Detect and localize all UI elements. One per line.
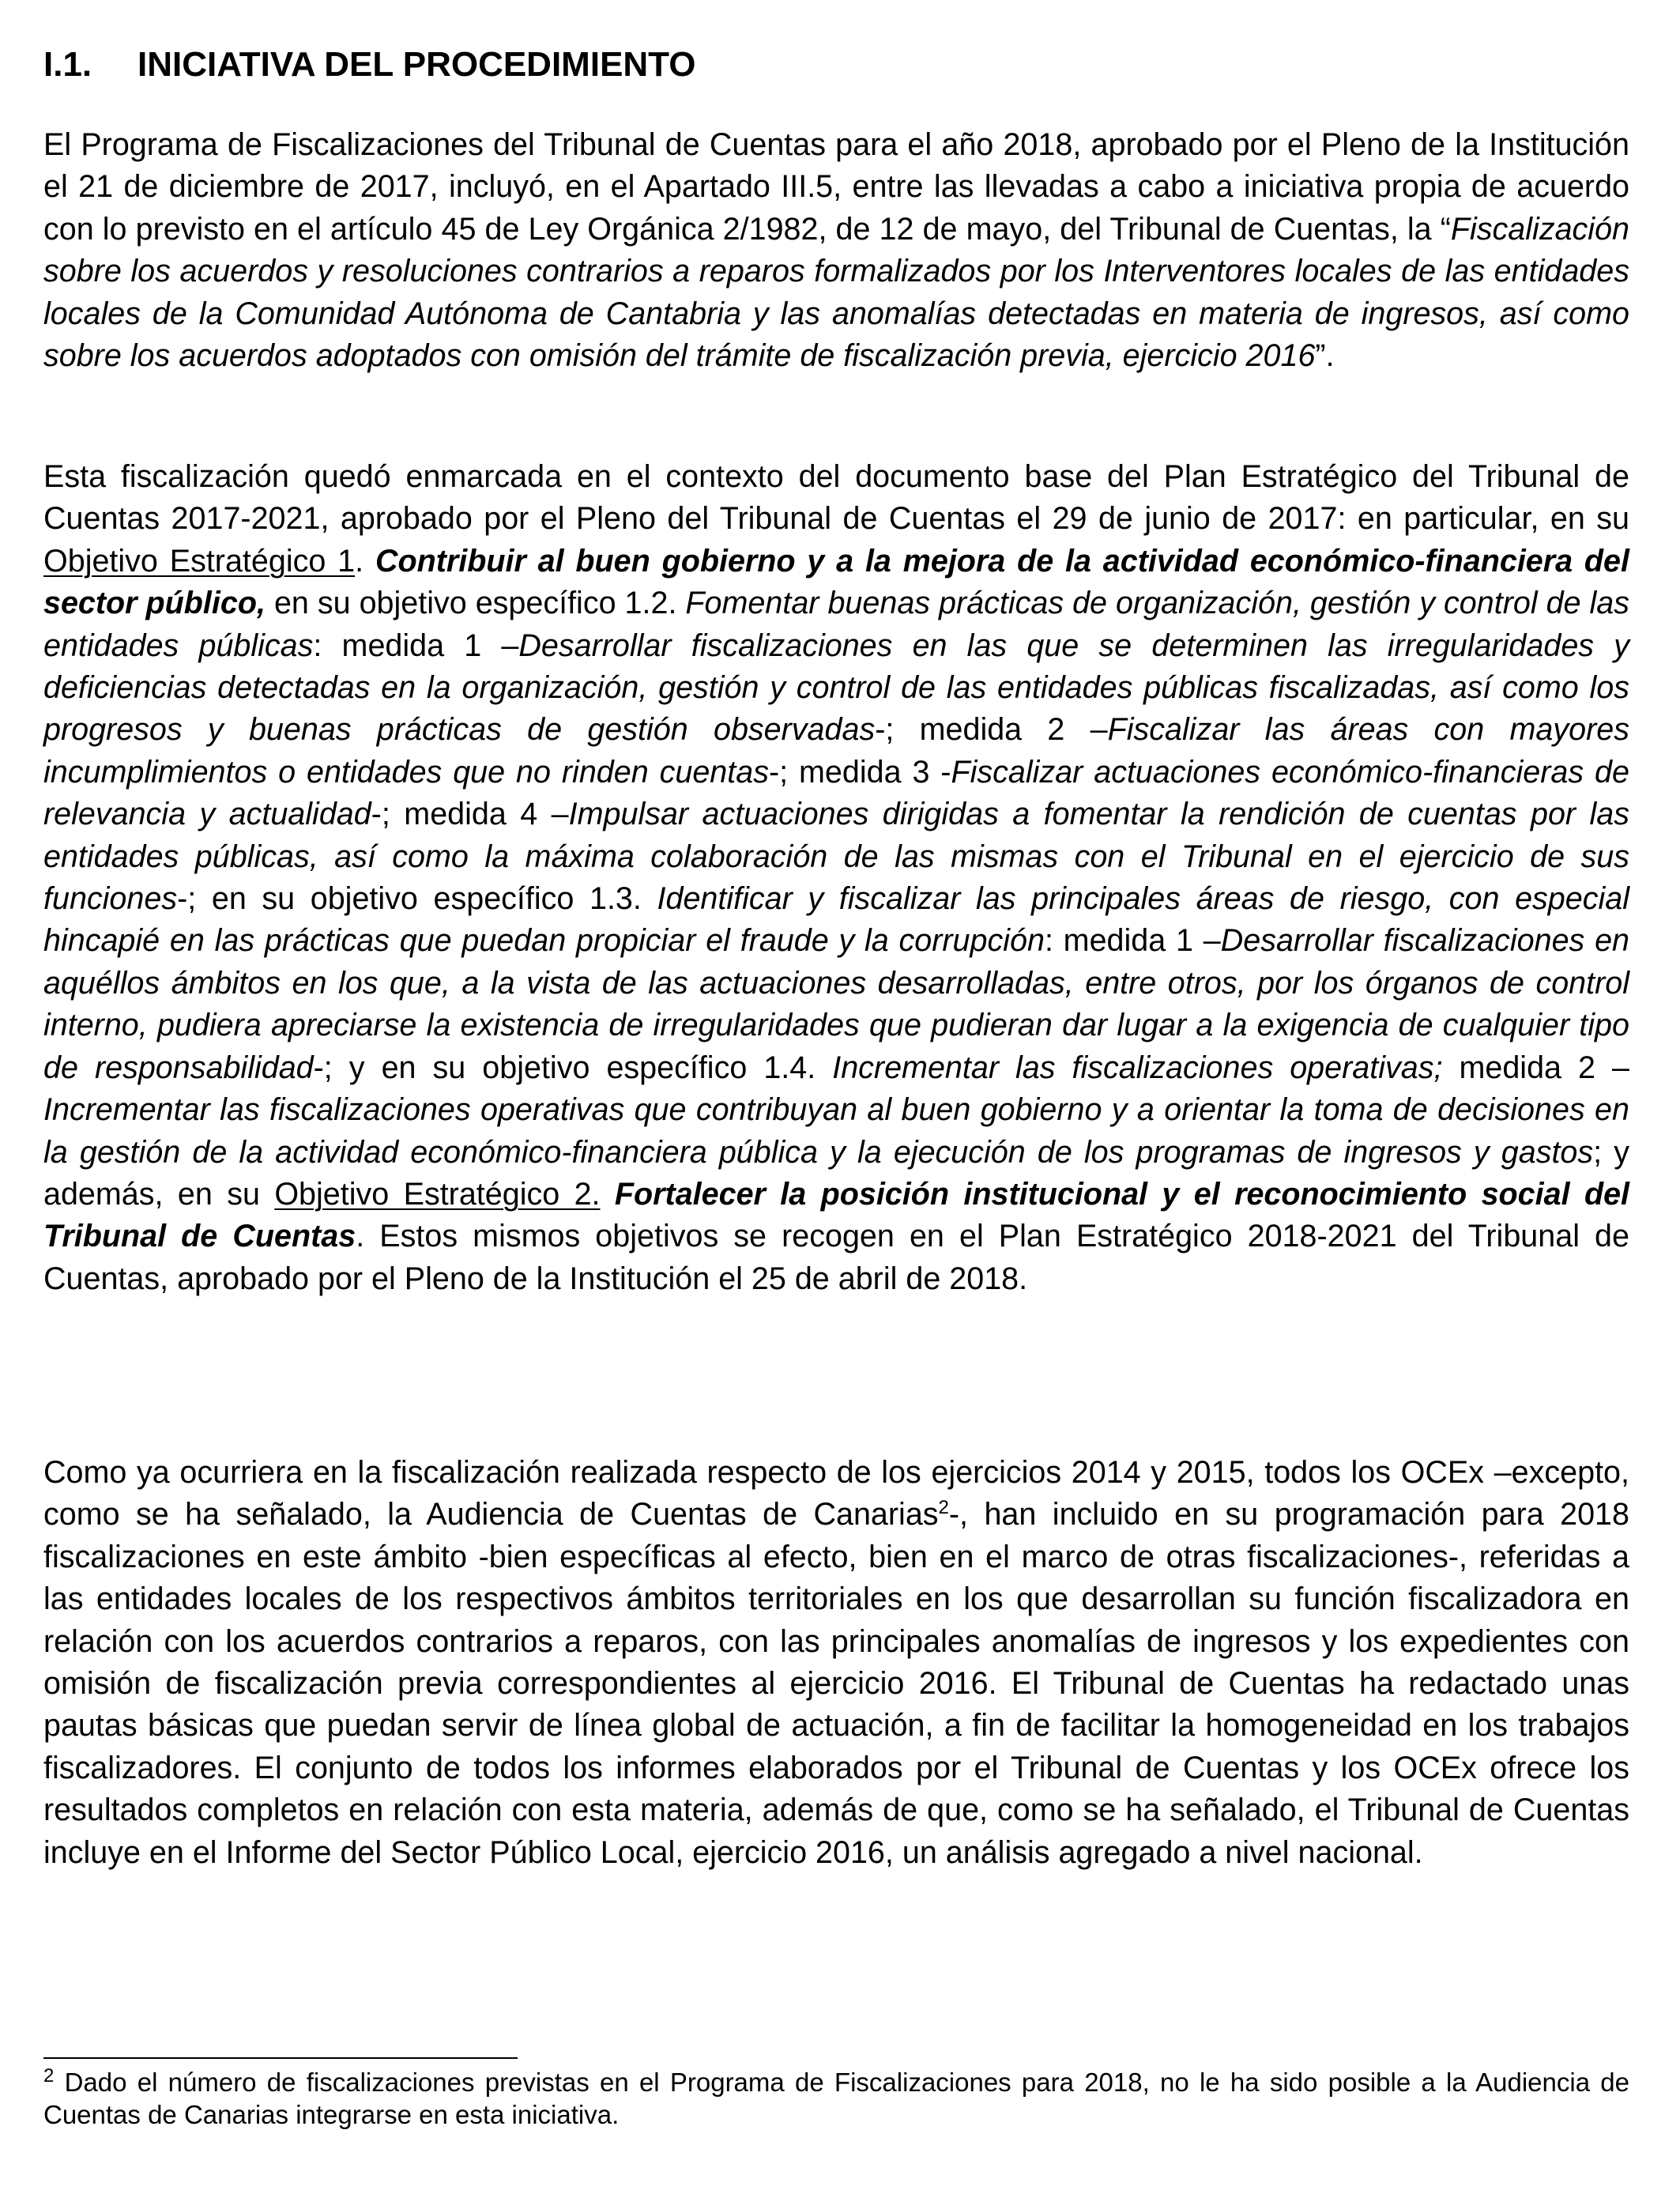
objetivo-estrategico-2: Objetivo Estratégico 2. [274,1176,601,1212]
objetivo-1-title: Contribuir al buen gobierno y a la mejora de la actividad económico-financiera del sector público, [43,543,1629,621]
objetivo-estrategico-1: Objetivo Estratégico 1 [43,543,356,579]
section-title: INICIATIVA DEL PROCEDIMIENTO [137,45,696,84]
fiscalizacion-title: Fiscalización sobre los acuerdos y resoluciones contrarios a reparos formalizados por los Interventores locales de las entidades locales de la Comunidad Autónoma de Cantabria y las anomalías detectadas en materia de ingresos, así como sobre los acuerdos adoptados con omisión del trámite de fiscalización previa, ejercicio 2016 [43,211,1629,374]
footnote-text: Dado el número de fiscalizaciones previstas en el Programa de Fiscalizaciones para 2018, no le ha sido posible a la Audiencia de Cuentas de Canarias integrarse en esta iniciativa. [43,2068,1629,2129]
paragraph-programa: El Programa de Fiscalizaciones del Tribunal de Cuentas para el año 2018, aprobado por el Pleno de la Institución el 21 de diciembre de 2017, incluyó, en el Apartado III.5, entre las llevadas a cabo a iniciativa propia de acuerdo con lo previsto en el artículo 45 de Ley Orgánica 2/1982, de 12 de mayo, del Tribunal de Cuentas, la “Fiscalización sobre los acuerdos y resoluciones contrarios a reparos formalizados por los Interventores locales de las entidades locales de la Comunidad Autónoma de Cantabria y las anomalías detectadas en materia de ingresos, así como sobre los acuerdos adoptados con omisión del trámite de fiscalización previa, ejercicio 2016”. [43,127,1629,374]
objetivo-2-title: Fortalecer la posición institucional y el reconocimiento social del Tribunal de Cuentas [43,1176,1630,1254]
footnote [43,2066,1629,2131]
paragraph-ocex: Como ya ocurriera en la fiscalización realizada respecto de los ejercicios 2014 y 2015, todos los OCEx –excepto, como se ha señalado, la Audiencia de Cuentas de Canarias$^2$-, han incluido en su programación para 2018 fiscalizaciones en este ámbito -bien específicas al efecto, bien en el marco de otras fiscalizaciones-, referidas a las entidades locales de los respectivos ámbitos territoriales en los que desarrollan su función fiscalizadora en relación con los acuerdos contrarios a reparos, con las principales anomalías de ingresos y los expedientes con omisión de fiscalización previa correspondientes al ejercicio 2016. El Tribunal de Cuentas ha redactado unas pautas básicas que puedan servir de línea global de actuación, a fin de facilitar la homogeneidad en los trabajos fiscalizadores. El conjunto de todos los informes elaborados por el Tribunal de Cuentas y los OCEx ofrece los resultados completos en relación con esta materia, además de que, como se ha señalado, el Tribunal de Cuentas incluye en el Informe del Sector Público Local, ejercicio 2016, un análisis agregado a nivel nacional. [43,1455,1629,1870]
footnote-reference: 2 [938,1497,949,1519]
section-heading [43,44,696,85]
footnote-separator [43,2057,518,2059]
footnote-marker: 2 [43,2065,55,2087]
paragraph-plan-estrategico: Esta fiscalización quedó enmarcada en el contexto del documento base del Plan Estratégico del Tribunal de Cuentas 2017-2021, aprobado por el Pleno del Tribunal de Cuentas el 29 de junio de 2017: en particular, en su Objetivo Estratégico 1. Contribuir al buen gobierno y a la mejora de la actividad económico-financiera del sector público, en su objetivo específico 1.2. Fomentar buenas prácticas de organización, gestión y control de las entidades públicas: medida 1 –Desarrollar fiscalizaciones en las que se determinen las irregularidades y deficiencias detectadas en la organización, gestión y control de las entidades públicas fiscalizadas, así como los progresos y buenas prácticas de gestión observadas-; medida 2 –Fiscalizar las áreas con mayores incumplimientos o entidades que no rinden cuentas-; medida 3 -Fiscalizar actuaciones económico-financieras de relevancia y actualidad-; medida 4 –Impulsar actuaciones dirigidas a fomentar la rendición de cuentas por las entidades públicas, así como la máxima colaboración de las mismas con el Tribunal en el ejercicio de sus funciones-; en su objetivo específico 1.3. Identificar y fiscalizar las principales áreas de riesgo, con especial hincapié en las prácticas que puedan propiciar el fraude y la corrupción: medida 1 –Desarrollar fiscalizaciones en aquéllos ámbitos en los que, a la vista de las actuaciones desarrolladas, entre otros, por los órganos de control interno, pudiera apreciarse la existencia de irregularidades que pudieran dar lugar a la exigencia de cualquier tipo de responsabilidad-; y en su objetivo específico 1.4. Incrementar las fiscalizaciones operativas; medida 2 –Incrementar las fiscalizaciones operativas que contribuyan al buen gobierno y a orientar la toma de decisiones en la gestión de la actividad económico-financiera pública y la ejecución de los programas de ingresos y gastos; y además, en su Objetivo Estratégico 2. Fortalecer la posición institucional y el reconocimiento social del Tribunal de Cuentas. Estos mismos objetivos se recogen en el Plan Estratégico 2018-2021 del Tribunal de Cuentas, aprobado por el Pleno de la Institución el 25 de abril de 2018. [43,459,1630,1296]
section-number: I.1. [43,45,92,84]
